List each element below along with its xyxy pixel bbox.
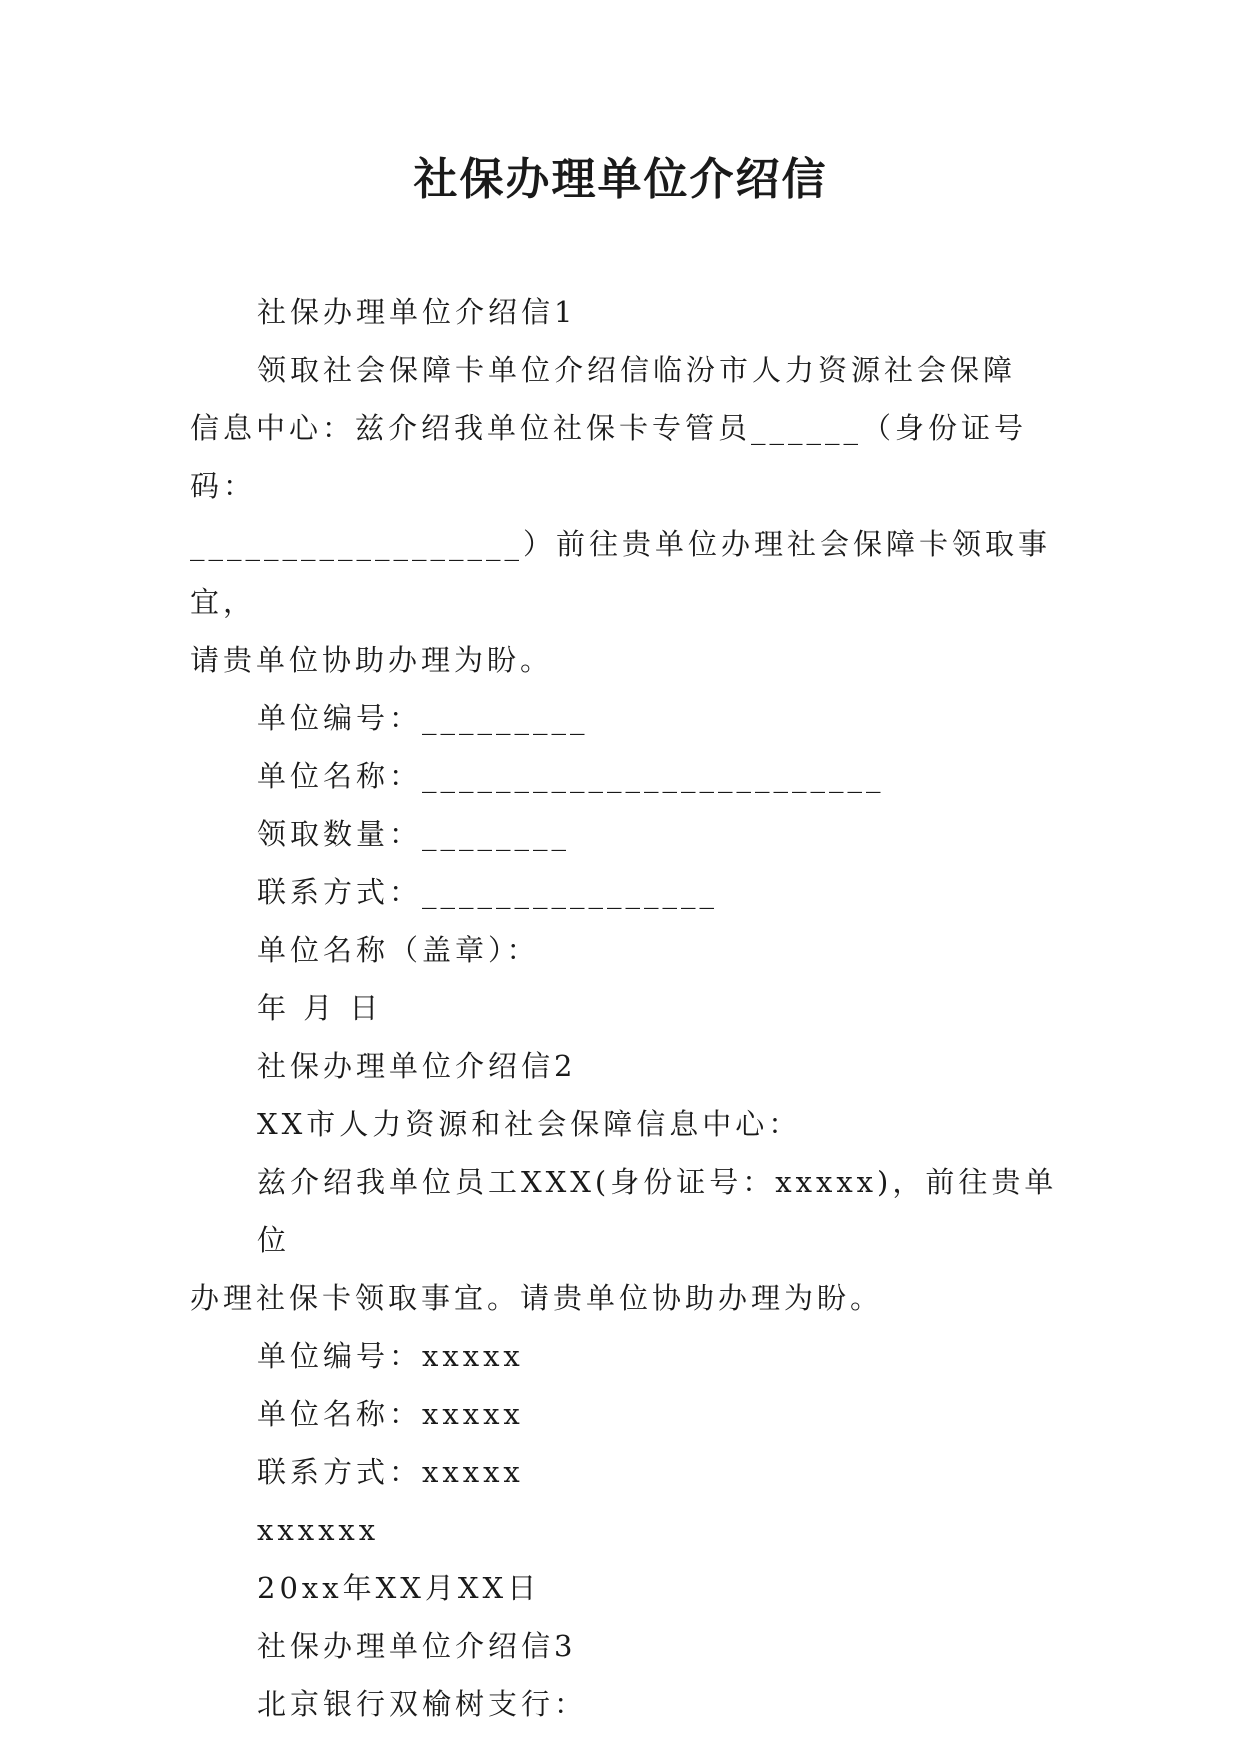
letter2-body [190, 1153, 1060, 1327]
letter1-body-line: 领取社会保障卡单位介绍信临汾市人力资源社会保障 [257, 353, 1017, 387]
letter3-heading: 社保办理单位介绍信3 [257, 1629, 577, 1663]
letter2-heading: 社保办理单位介绍信2 [257, 1049, 577, 1083]
letter1-date: 年 月 日 [257, 991, 383, 1025]
letter2-unit-name: 单位名称：xxxxx [257, 1397, 524, 1431]
document-body [190, 283, 1060, 1733]
letter1-body [190, 341, 1060, 689]
letter1-body-line: 信息中心：兹介绍我单位社保卡专管员______（身份证号码： [190, 411, 1028, 503]
letter1-unit-name: 单位名称：_________________________ [257, 759, 885, 793]
letter2-date: 20xx年XX月XX日 [257, 1571, 541, 1605]
letter2-unit-number: 单位编号：xxxxx [257, 1339, 524, 1373]
letter1-seal: 单位名称（盖章）： [257, 933, 540, 967]
letter2-recipient: XX市人力资源和社会保障信息中心： [257, 1107, 802, 1141]
letter3-recipient: 北京银行双榆树支行： [257, 1687, 588, 1721]
letter1-body-line: __________________）前往贵单位办理社会保障卡领取事宜， [190, 527, 1052, 619]
letter2-contact: 联系方式：xxxxx [257, 1455, 524, 1489]
letter1-heading: 社保办理单位介绍信1 [257, 295, 577, 329]
document-title: 社保办理单位介绍信 [413, 154, 828, 205]
letter1-contact: 联系方式：________________ [257, 875, 719, 909]
letter2-signature: xxxxxx [257, 1513, 380, 1547]
letter1-unit-number: 单位编号：_________ [257, 701, 589, 735]
letter2-body-line: 办理社保卡领取事宜。请贵单位协助办理为盼。 [190, 1281, 884, 1315]
letter1-quantity: 领取数量：________ [257, 817, 571, 851]
letter2-body-line: 兹介绍我单位员工XXX(身份证号：xxxxx)，前往贵单位 [257, 1165, 1058, 1257]
letter1-body-line: 请贵单位协助办理为盼。 [190, 643, 554, 677]
